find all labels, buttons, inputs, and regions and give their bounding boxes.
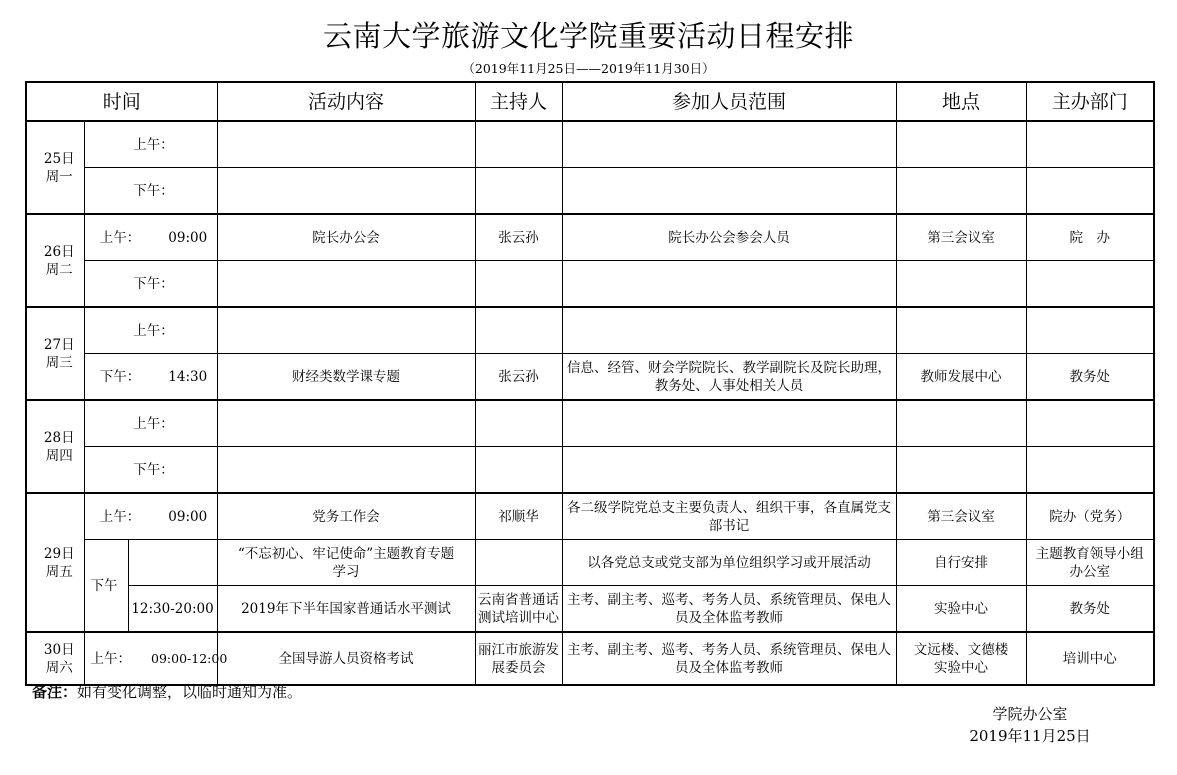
table-row — [26, 400, 1154, 447]
event-participants: 各二级学院党总支主要负责人、组织干事，各直属党支部书记 — [562, 493, 896, 540]
time-cell: 下午： 14:30 — [84, 354, 217, 401]
time-cell: 下午： — [84, 261, 217, 308]
footnote — [32, 681, 302, 702]
event-location: 实验中心 — [896, 586, 1026, 633]
page-title: 云南大学旅游文化学院重要活动日程安排 — [322, 19, 854, 53]
event-participants: 主考、副主考、巡考、考务人员、系统管理员、保电人员及全体监考教师 — [562, 586, 896, 633]
time-cell: 上午： — [84, 121, 217, 168]
time-cell: 下午： — [84, 447, 217, 494]
event-content: “不忘初心、牢记使命”主题教育专题学习 — [217, 540, 475, 586]
table-row — [26, 540, 1154, 586]
event-organizer: 院办（党务） — [1026, 493, 1154, 540]
event-organizer: 教务处 — [1026, 354, 1154, 401]
event-participants: 主考、副主考、巡考、考务人员、系统管理员、保电人员及全体监考教师 — [562, 632, 896, 685]
time-cell: 12:30-20:00 — [128, 586, 217, 633]
table-row — [26, 632, 1154, 685]
pm-label: 下午 — [84, 540, 128, 633]
day-cell: 28日 周四 — [26, 400, 84, 493]
day-cell: 29日 周五 — [26, 493, 84, 632]
day-cell: 26日 周二 — [26, 214, 84, 307]
signature — [965, 703, 1095, 747]
event-host: 祁顺华 — [475, 493, 562, 540]
header-row — [26, 82, 1154, 121]
signature-date: 2019年11月25日 — [969, 727, 1091, 745]
event-participants: 信息、经管、财会学院院长、教学副院长及院长助理，教务处、人事处相关人员 — [562, 354, 896, 401]
header-time: 时间 — [26, 82, 217, 121]
time-cell: 上午： 09:00-12:00 — [84, 632, 217, 685]
event-host: 张云孙 — [475, 354, 562, 401]
event-host — [475, 540, 562, 586]
table-row — [26, 261, 1154, 308]
event-content: 财经类数学课专题 — [217, 354, 475, 401]
event-organizer: 培训中心 — [1026, 632, 1154, 685]
event-location: 第三会议室 — [896, 493, 1026, 540]
event-host: 张云孙 — [475, 214, 562, 261]
header-organizer: 主办部门 — [1026, 82, 1154, 121]
time-cell: 下午： — [84, 168, 217, 215]
event-organizer: 主题教育领导小组办公室 — [1026, 540, 1154, 586]
table-row — [26, 586, 1154, 633]
event-location: 自行安排 — [896, 540, 1026, 586]
day-cell: 30日 周六 — [26, 632, 84, 685]
event-host: 云南省普通话测试培训中心 — [475, 586, 562, 633]
footnote-label: 备注： — [32, 683, 78, 701]
event-content: 全国导游人员资格考试 — [217, 632, 475, 685]
time-cell — [128, 540, 217, 586]
table-row — [26, 121, 1154, 168]
time-cell: 上午： 09:00 — [84, 214, 217, 261]
event-organizer: 教务处 — [1026, 586, 1154, 633]
date-range: （2019年11月25日——2019年11月30日） — [462, 61, 715, 76]
schedule-table — [25, 81, 1155, 686]
event-participants: 以各党总支或党支部为单位组织学习或开展活动 — [562, 540, 896, 586]
day-cell: 27日 周三 — [26, 307, 84, 400]
time-cell: 上午： — [84, 307, 217, 354]
table-row — [26, 214, 1154, 261]
footnote-text: 如有变化调整，以临时通知为准。 — [77, 683, 303, 701]
event-participants: 院长办公会参会人员 — [562, 214, 896, 261]
time-cell: 上午： 09:00 — [84, 493, 217, 540]
event-location: 第三会议室 — [896, 214, 1026, 261]
event-organizer: 院 办 — [1026, 214, 1154, 261]
table-row — [26, 493, 1154, 540]
event-content: 院长办公会 — [217, 214, 475, 261]
table-row — [26, 354, 1154, 401]
event-content: 党务工作会 — [217, 493, 475, 540]
table-row — [26, 447, 1154, 494]
time-cell: 上午： — [84, 400, 217, 447]
day-cell: 25日 周一 — [26, 121, 84, 214]
event-content: 2019年下半年国家普通话水平测试 — [217, 586, 475, 633]
table-row — [26, 307, 1154, 354]
event-location: 文远楼、文德楼实验中心 — [896, 632, 1026, 685]
header-content: 活动内容 — [217, 82, 475, 121]
event-host: 丽江市旅游发展委员会 — [475, 632, 562, 685]
header-host: 主持人 — [475, 82, 562, 121]
event-location: 教师发展中心 — [896, 354, 1026, 401]
header-location: 地点 — [896, 82, 1026, 121]
signature-office: 学院办公室 — [992, 705, 1068, 723]
table-row — [26, 168, 1154, 215]
header-participants: 参加人员范围 — [562, 82, 896, 121]
